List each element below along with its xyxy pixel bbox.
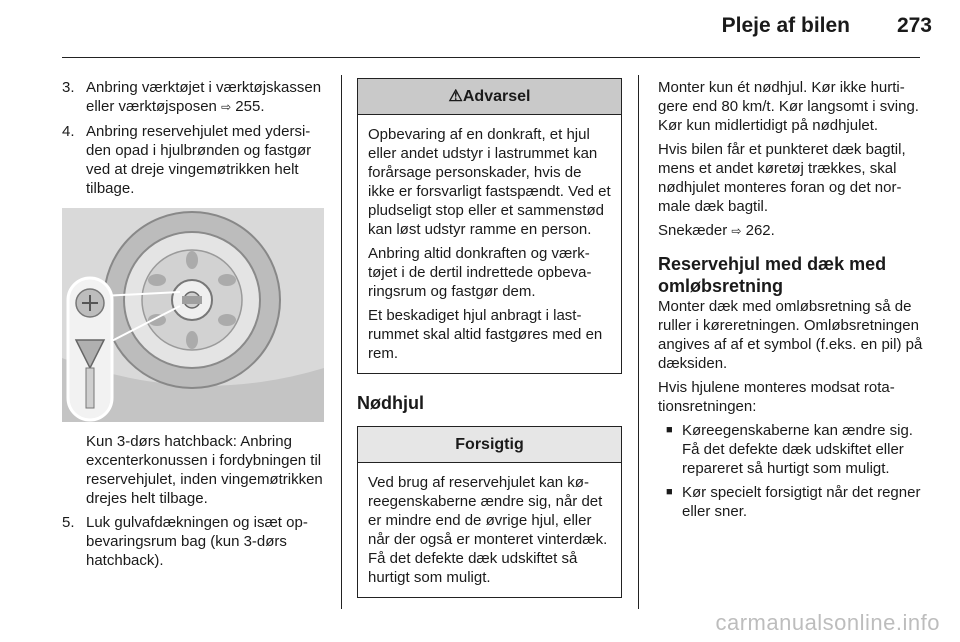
- warning-paragraph: Opbevaring af en donkraft, et hjul eller andet udstyr i lastrummet kan forårsage personskader, hvis de ikke er forsvarligt fastspændt. Ved et pludseligt stop eller et sammenstød kan løst udstyr ramme en person.: [368, 126, 611, 238]
- arrow-reference-icon: ⇨: [731, 224, 742, 238]
- bullet-square-icon: ■: [666, 424, 673, 436]
- header-rule: [62, 57, 920, 58]
- running-header-title: Pleje af bilen: [721, 14, 850, 37]
- paragraph: Monter kun ét nødhjul. Kør ikke hurtigere end 80 km/t. Kør langsomt i sving. Kør kun midlertidigt på nødhjulet.: [658, 79, 919, 134]
- caution-box: [357, 426, 622, 598]
- warning-triangle-icon: ⚠: [448, 88, 463, 105]
- snow-chains-reference: Snekæder ⇨ 262.: [658, 222, 775, 239]
- caution-paragraph: Ved brug af reservehjulet kan køreegenskaberne ændre sig, når det er mindre end de øvrige hjul, eller når der også er monteret vinterdæk. Få det defekte dæk udskiftet så hurtigt som muligt.: [368, 474, 608, 586]
- list-text: Anbring reservehjulet med ydersiden opad i hjulbrønden og fastgør ved at dreje vingemøtrikken helt tilbage.: [86, 123, 312, 197]
- caution-body: [358, 463, 621, 597]
- column-divider: [638, 75, 639, 609]
- list-item-3: [62, 78, 330, 117]
- list-item: ■ Kør specielt forsigtigt når det regner eller sner.: [666, 484, 921, 520]
- column-3: [658, 78, 926, 526]
- column-2: [357, 78, 622, 598]
- column-1: [62, 78, 330, 575]
- bullet-square-icon: ■: [666, 486, 673, 498]
- warning-title: Advarsel: [462, 88, 531, 105]
- list-number: 3.: [62, 79, 75, 96]
- column-divider: [341, 75, 342, 609]
- section-title: Nødhjul: [357, 393, 424, 413]
- list-text: Anbring værktøjet i værktøjskassen eller værktøjsposen ⇨ 255.: [86, 79, 322, 115]
- warning-paragraph: Anbring altid donkraften og værktøjet i de dertil indrettede opbevaringsrum og fastgør dem.: [368, 245, 592, 300]
- paragraph: Hvis bilen får et punkteret dæk bagtil, mens et andet køretøj trækkes, skal nødhjulet monteres foran og det normale dæk bagtil.: [658, 141, 906, 215]
- list-item-4: [62, 122, 330, 198]
- list-item: ■ Køreegenskaberne kan ændre sig. Få det defekte dæk udskiftet eller repareret så hurtigt som muligt.: [666, 422, 913, 477]
- spare-wheel-illustration: [62, 208, 324, 422]
- page-reference[interactable]: 262.: [745, 222, 775, 239]
- warning-paragraph: Et beskadiget hjul anbragt i lastrummet skal altid fastgøres med en rem.: [368, 307, 603, 362]
- warning-box-header: [358, 79, 621, 115]
- page-number: 273: [896, 14, 932, 37]
- watermark: carmanualsonline.info: [715, 610, 940, 635]
- list-number: 5.: [62, 514, 75, 531]
- section-heading: Reservehjul med dæk med omløbsretning: [658, 254, 887, 296]
- arrow-reference-icon: ⇨: [221, 100, 232, 114]
- paragraph: Hvis hjulene monteres modsat rotationsretningen:: [658, 379, 895, 415]
- caution-title: Forsigtig: [358, 427, 621, 463]
- warning-body: [358, 115, 621, 373]
- paragraph: Monter dæk med omløbsretning så de ruller i køreretningen. Omløbsretningen angives af af et symbol (f.eks. en pil) på dæksiden.: [658, 298, 923, 372]
- figure-note: Kun 3-dørs hatchback: Anbring excenterkonussen i fordybningen til reservehjulet, inden vingemøtrikken drejes helt tilbage.: [86, 433, 323, 507]
- list-text: Luk gulvafdækningen og isæt opbevaringsrum bag (kun 3-dørs hatchback).: [86, 514, 308, 569]
- list-number: 4.: [62, 123, 75, 140]
- list-item-5: [62, 513, 330, 570]
- page-reference[interactable]: 255.: [235, 98, 265, 115]
- warning-box: [357, 78, 622, 374]
